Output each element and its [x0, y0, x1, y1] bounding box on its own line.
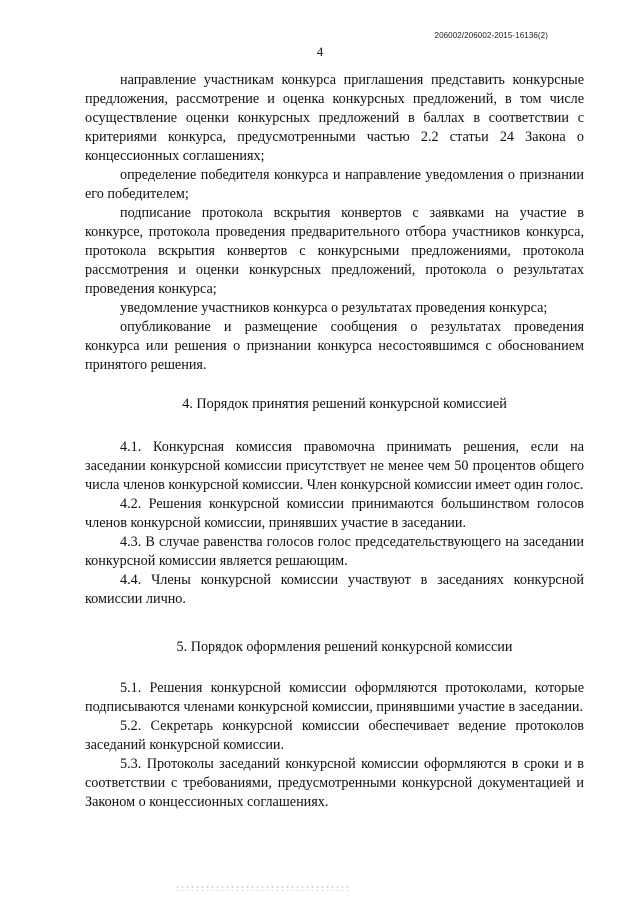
page-body [85, 71, 584, 812]
section-5-heading: 5. Порядок оформления решений конкурсной комиссии [176, 639, 513, 655]
section-4-paragraph: 4.2. Решения конкурсной комиссии принимаются большинством голосов членов конкурсной комиссии, принявших участие в заседании. [85, 496, 584, 531]
section-5-paragraph: 5.1. Решения конкурсной комиссии оформляются протоколами, которые подписываются членами конкурсной комиссии, принявшими участие в заседании. [85, 680, 584, 715]
section-4-paragraph: 4.3. В случае равенства голосов голос председательствующего на заседании конкурсной комиссии является решающим. [85, 534, 584, 569]
list-item: опубликование и размещение сообщения о результатах проведения конкурса или решения о признании конкурса несостоявшимся с обоснованием принятого решения. [85, 319, 584, 373]
list-item: подписание протокола вскрытия конвертов с заявками на участие в конкурсе, протокола проведения предварительного отбора участников конкурса, протокола вскрытия конвертов с конкурсными предложениями, протокола рассмотрения и оценки конкурсных предложений, протокола о результатах проведения конкурса; [85, 205, 584, 297]
section-5-paragraph: 5.3. Протоколы заседаний конкурсной комиссии оформляются в сроки и в соответствии с требованиями, предусмотренными конкурсной документацией и Законом о концессионных соглашениях. [85, 756, 584, 810]
faint-scan-mark [175, 885, 350, 891]
section-4-heading: 4. Порядок принятия решений конкурсной комиссией [182, 396, 507, 412]
section-4-paragraph: 4.4. Члены конкурсной комиссии участвуют в заседаниях конкурсной комиссии лично. [85, 572, 584, 607]
document-code: 206002/206002-2015-16136(2) [434, 31, 548, 40]
section-5-paragraph: 5.2. Секретарь конкурсной комиссии обеспечивает ведение протоколов заседаний конкурсной комиссии. [85, 718, 584, 753]
section-4-paragraph: 4.1. Конкурсная комиссия правомочна принимать решения, если на заседании конкурсной комиссии присутствует не менее чем 50 процентов общего числа членов конкурсной комиссии. Член конкурсной комиссии имеет один голос. [85, 439, 584, 493]
list-item: определение победителя конкурса и направление уведомления о признании его победителем; [85, 167, 584, 202]
list-item: направление участникам конкурса приглашения представить конкурсные предложения, рассмотрение и оценка конкурсных предложений, в том числе осуществление оценки конкурсных предложений в баллах в соответствии с критериями конкурса, предусмотренными частью 2.2 статьи 24 Закона о концессионных соглашениях; [85, 72, 584, 164]
list-item: уведомление участников конкурса о результатах проведения конкурса; [120, 300, 548, 316]
page-number: 4 [316, 44, 324, 59]
